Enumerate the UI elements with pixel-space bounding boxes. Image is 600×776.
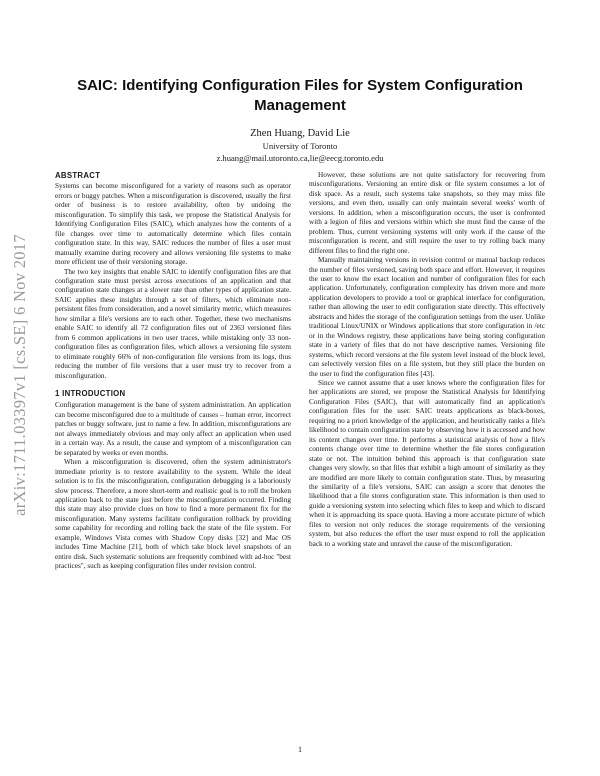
right-paragraph-2: Manually maintaining versions in revision control or manual backup reduces the number of files versioned, saving both space and effort. However, it requires the user to know the exact location and number of configuration files for each application. Unfortunately, configuration complexity has driven more and more application developers to provide a tool or graphical interface for configuration, rather than allowing the user to edit configuration state directly. This effectively abstracts and hides the storage of the configuration settings from the user. Unlike traditional Linux/UNIX or Windows applications that store configuration in /etc or in the Windows registry, these applications have being storing configuration state in a variety of files that do not have descriptive names. Versioning file systems, which record versions at the file system level instead of the block level, can selectively version files on a file system, but they still place the burden on the user to find the configuration files [43].	[309, 256, 545, 378]
abstract-paragraph-1: Systems can become misconfigured for a variety of reasons such as operator errors or buggy patches. When a misconfiguration is discovered, usually the first order of business is to restore availability, often by undoing the misconfiguration. To simplify this task, we propose the Statistical Analysis for Identifying Configuration Files (SAIC), which analyzes how the contents of a file changes over time to automatically determine which files contain configuration state. In this way, SAIC reduces the number of files a user must manually examine during recovery and allows versioning file systems to make more efficient use of their versioning storage.	[55, 182, 291, 267]
arxiv-identifier	[9, 175, 31, 575]
right-paragraph-3: Since we cannot assume that a user knows where the configuration files for her applications are stored, we propose the Statistical Analysis for Identifying Configuration Files (SAIC), that will automatically find an application's configuration files for the user. SAIC treats applications as black-boxes, requiring no a priori knowledge of the application, and heuristically ranks a file's likelihood to contain configuration state by observing how it is accessed and how its content changes over time. It performs a statistical analysis of how a file's contents change over time to determine whether the file stores configuration state or not. The intuition behind this approach is that configuration state changes very slowly, so that files that exhibit a high amount of similarity as they are modified are more likely to contain configuration state. Thus, by measuring the similarity of a file's versions, SAIC can assign a score that denotes the likelihood that a file stores configuration state. This information is then used to guide a versioning system into selecting which files to keep and which to discard when it is approaching its space quota. Having a more accurate picture of which files to version not only reduces the storage requirements of the versioning system, but also reduces the effort the user must expend to roll the application back to a working state and unravel the cause of the misconfiguration.	[309, 378, 545, 548]
right-paragraph-1: However, these solutions are not quite satisfactory for recovering from misconfigurations. Versioning an entire disk or file system consumes a lot of disk space. As a result, such systems take snapshots, so they may miss file versions, and even then, usually can only maintain several weeks' worth of versions. In addition, when a misconfiguration occurs, the user is confronted with a legion of files and versions within which she must find the cause of the problem. Thus, current versioning systems will only work if the cause of the misconfiguration is recent, and still require the user to try rolling back many different files to find the right one.	[309, 171, 545, 255]
abstract-paragraph-2: The two key insights that enable SAIC to identify configuration files are that configuration state must persist across executions of an application and that configuration state changes at a slower rate than other types of application state. SAIC applies these insights through a set of filters, which eliminate non-persistent files from consideration, and a novel similarity metric, which measures how similar a file's versions are to each other. Together, these two mechanisms enable SAIC to identify all 72 configuration files out of 2363 versioned files from 6 common applications in two user traces, while mistaking only 33 non-configuration files as configuration files, which allows a versioning file system to eliminate roughly 66% of non-configuration file versions from its logs, thus reducing the number of file versions that a user must try to recover from a misconfiguration.	[55, 267, 291, 380]
author-email: z.huang@mail.utoronto.ca,lie@eecg.toronto.edu	[216, 153, 384, 163]
abstract-heading: ABSTRACT	[55, 171, 101, 180]
paper-title: SAIC: Identifying Configuration Files for System Configuration Management	[77, 77, 523, 114]
author-affiliation: University of Toronto	[262, 141, 338, 151]
left-column	[55, 171, 291, 572]
right-column	[309, 171, 545, 549]
introduction-heading: 1 INTRODUCTION	[55, 388, 126, 398]
paper-authors: Zhen Huang, David Lie	[250, 128, 350, 139]
page-number: 1	[298, 745, 302, 754]
intro-paragraph-2: When a misconfiguration is discovered, often the system administrator's immediate priority is to restore availability to the system. While the ideal solution is to fix the misconfiguration, configuration debugging is a laboriously slow process. Therefore, a more short-term and realistic goal is to roll the broken application back to the state just before the misconfiguration occurred. Finding this state may also provide clues on how to find a more permanent fix for the misconfiguration. Many systems facilitate configuration rollback by providing some capability for recording and rolling back the state of the file system. For example, Windows Vista comes with Shadow Copy disks [32] and Mac OS includes Time Machine [21], both of which take block level snapshots of an entire disk. Such systematic solutions are frequently combined with ad-hoc "best practices", such as keeping configuration files under revision control.	[55, 458, 291, 571]
intro-paragraph-1: Configuration management is the bane of system administration. An application can become misconfigured due to a multitude of causes – human error, incorrect patches or buggy software, just to name a few. In addition, misconfigurations are not always immediately obvious and may only affect an application when used in a certain way. As a result, the cause and symptom of a misconfiguration can be separated by weeks or even months.	[55, 401, 291, 457]
arxiv-id-text: arXiv:1711.03397v1 [cs.SE] 6 Nov 2017	[10, 234, 30, 516]
